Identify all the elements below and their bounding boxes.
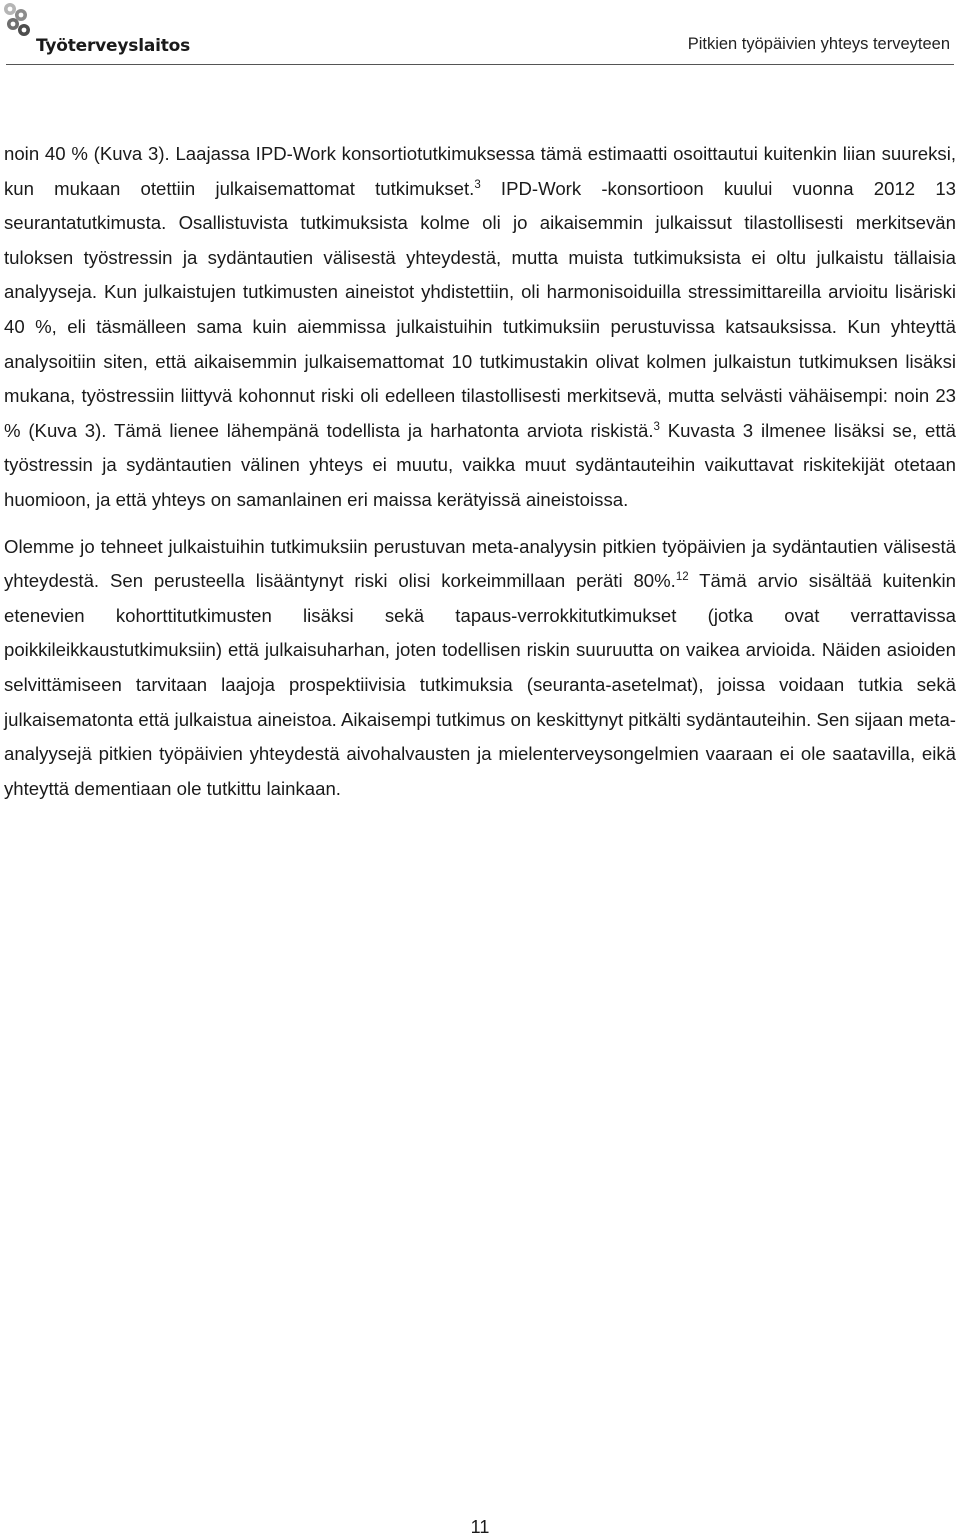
footnote-ref: 12 bbox=[675, 571, 689, 584]
logo-text: Työterveyslaitos bbox=[36, 36, 191, 56]
paragraph-1 bbox=[4, 137, 956, 518]
paragraph-1-text-a: noin 40 % (Kuva 3). Laajassa IPD-Work konsortiotutkimuksessa tämä estimaatti osoittautui kuitenkin liian suureksi, kun mukaan otettiin julkaisemattomat tutkimukset. bbox=[4, 143, 956, 199]
paragraph-2-text-a: Olemme jo tehneet julkaistuihin tutkimuksiin perustuvan meta-analyysin pitkien työpäivien ja sydäntautien välisestä yhteydestä. Sen perusteella lisääntynyt riski olisi korkeimmillaan peräti 80%. bbox=[4, 535, 956, 592]
paragraph-2 bbox=[4, 530, 956, 807]
main-content bbox=[4, 137, 956, 818]
header-divider bbox=[6, 64, 954, 65]
header-title: Pitkien työpäivien yhteys terveyteen bbox=[687, 35, 950, 53]
logo bbox=[2, 2, 191, 62]
paragraph-1-text-c: Kuvasta 3 ilmenee lisäksi se, että työstressin ja sydäntautien välinen yhteys ei muutu, vaikka muut sydäntauteihin vaikuttavat riskitekijät otetaan huomioon, ja että yhteys on samanlainen eri maissa kerätyissä aineistoissa. bbox=[4, 419, 956, 510]
paragraph-1-text-b: IPD-Work -konsortioon kuului vuonna 2012 13 seurantatutkimusta. Osallistuvista tutkimuksista kolme oli jo aikaisemmin julkaissut tilastollisesti merkitsevän tuloksen työstressin ja sydäntautien välisestä yhteydestä, mutta muista tutkimuksista ei oltu julkaistu tällaisia analyyseja. Kun julkaistujen tutkimusten aineistot yhdistettiin, oli harmonisoiduilla stressimittareilla arvioitu lisäriski 40 %, eli täsmälleen sama kuin aiemmissa julkaistuihin tutkimuksiin perustuvissa katsauksissa. Kun yhteyttä analysoitiin siten, että aikaisemmin julkaisemattomat 10 tutkimustakin olivat kolmen julkaistun tutkimuksen lisäksi mukana, työstressiin liittyvä kohonnut riski oli edelleen tilastollisesti merkitsevä, mutta selvästi vähäisempi: noin 23 % (Kuva 3). Tämä lienee lähempänä todellista ja harhatonta arviota riskistä. bbox=[4, 177, 957, 441]
paragraph-2-text-b: Tämä arvio sisältää kuitenkin etenevien kohorttitutkimusten lisäksi sekä tapaus-verrokkitutkimukset (jotka ovat verrattavissa poikkileikkaustutkimuksiin) että julkaisuharhan, joten todellisen riskin suuruutta on vaikea arvioida. Näiden asioiden selvittämiseen tarvitaan laajoja prospektiivisia tutkimuksia (seuranta-asetelmat), joissa voidaan tutkia sekä julkaisematonta että julkaistua aineistoa. Aikaisempi tutkimus on keskittynyt pitkälti sydäntauteihin. Sen sijaan metaanalyysejä pitkien työpäivien yhteydestä aivohalvausten ja mielenterveysongelmien vaaraan ei ole saatavilla, eikä yhteyttä dementiaan ole tutkittu lainkaan. bbox=[4, 570, 957, 799]
footnote-ref: 3 bbox=[474, 178, 481, 191]
page-number: 11 bbox=[470, 1517, 490, 1537]
page-header bbox=[0, 0, 960, 66]
footnote-ref: 3 bbox=[653, 420, 660, 433]
